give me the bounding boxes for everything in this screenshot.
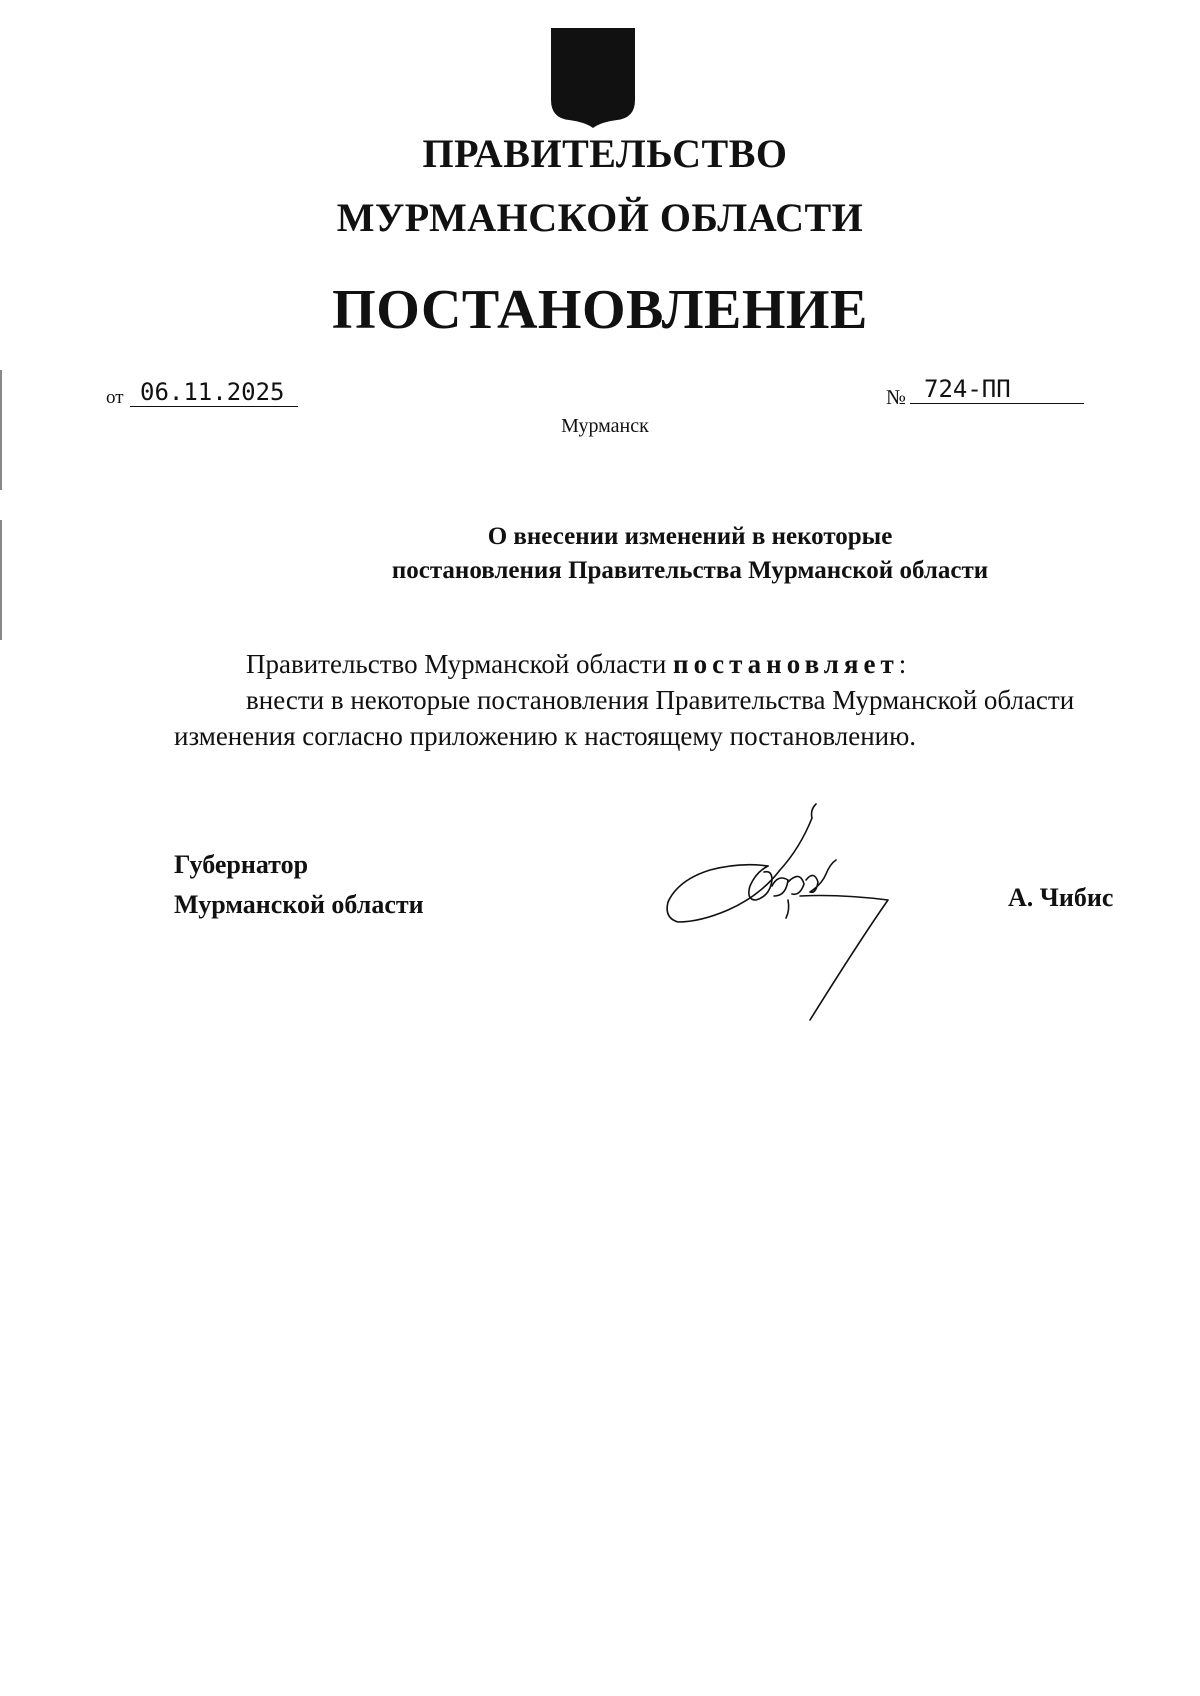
document-date: 06.11.2025 — [130, 378, 298, 407]
body-line-3: изменения согласно приложению к настоящему постановлению. — [174, 721, 917, 751]
position-line-2: Мурманской области — [174, 890, 424, 919]
body-line-2: внести в некоторые постановления Правительства Мурманской области — [246, 685, 1075, 715]
document-number: 724-ПП — [910, 375, 1084, 404]
coat-of-arms-icon — [551, 28, 635, 128]
organization-name-line-1: ПРАВИТЕЛЬСТВО — [422, 131, 788, 176]
document-subject — [300, 520, 1080, 588]
organization-name-line-2: МУРМАНСКОЙ ОБЛАСТИ — [336, 195, 864, 240]
signer-name: А. Чибис — [1008, 883, 1114, 912]
signatory-position — [174, 845, 424, 925]
subject-line-1: О внесении изменений в некоторые — [487, 523, 893, 550]
handwritten-signature — [660, 800, 940, 1025]
body-emphasis: постановляет — [673, 649, 899, 679]
date-prefix: от — [106, 387, 124, 408]
position-line-1: Губернатор — [174, 850, 309, 879]
body-colon: : — [898, 649, 907, 679]
document-type-title: ПОСТАНОВЛЕНИЕ — [332, 279, 868, 341]
document-city: Мурманск — [561, 415, 649, 437]
number-prefix: № — [886, 385, 907, 409]
scan-margin-mark — [0, 520, 2, 640]
document-body — [174, 646, 1134, 754]
body-lead: Правительство Мурманской области — [246, 649, 674, 679]
body-line-1 — [174, 646, 1134, 682]
subject-line-2: постановления Правительства Мурманской области — [391, 557, 989, 584]
